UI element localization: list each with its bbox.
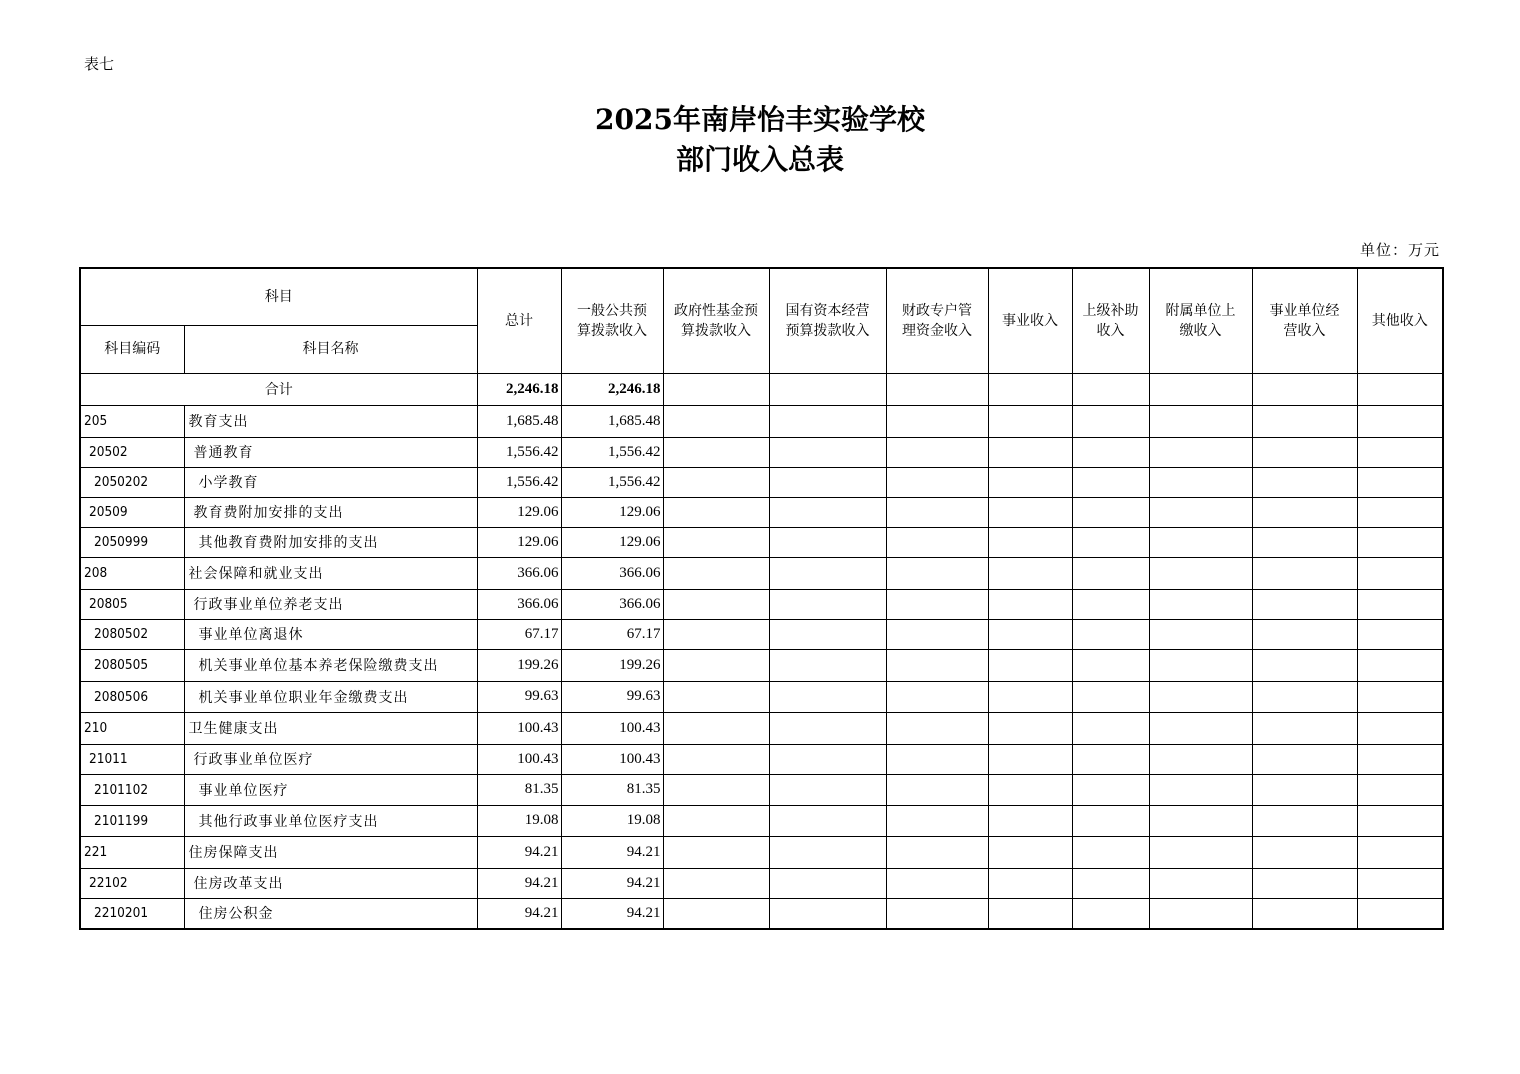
empty-cell	[1357, 589, 1443, 619]
empty-cell	[663, 437, 769, 467]
empty-cell	[1357, 497, 1443, 527]
empty-cell	[1357, 868, 1443, 898]
empty-cell	[1252, 589, 1357, 619]
empty-cell	[1072, 649, 1149, 681]
row-name: 机关事业单位职业年金缴费支出	[184, 681, 477, 712]
row-general-budget: 199.26	[561, 649, 663, 681]
empty-cell	[1149, 405, 1252, 437]
row-general-budget: 94.21	[561, 836, 663, 868]
empty-cell	[663, 898, 769, 929]
row-name: 住房改革支出	[184, 868, 477, 898]
row-general-budget: 94.21	[561, 898, 663, 929]
empty-cell	[1252, 527, 1357, 557]
table-row	[80, 774, 1443, 805]
header-total: 总计	[477, 268, 561, 373]
row-general-budget: 99.63	[561, 681, 663, 712]
empty-cell	[663, 649, 769, 681]
empty-cell	[1252, 649, 1357, 681]
empty-cell	[1149, 774, 1252, 805]
row-name: 住房公积金	[184, 898, 477, 929]
empty-cell	[1252, 681, 1357, 712]
row-total: 1,556.42	[477, 467, 561, 497]
table-row	[80, 649, 1443, 681]
row-name: 教育费附加安排的支出	[184, 497, 477, 527]
empty-cell	[663, 681, 769, 712]
empty-cell	[663, 497, 769, 527]
empty-cell	[663, 836, 769, 868]
empty-cell	[769, 527, 886, 557]
row-total: 366.06	[477, 589, 561, 619]
empty-cell	[663, 589, 769, 619]
row-general-budget: 1,556.42	[561, 467, 663, 497]
row-general-budget: 366.06	[561, 557, 663, 589]
row-name: 事业单位离退休	[184, 619, 477, 649]
empty-cell	[988, 712, 1072, 744]
empty-cell	[1357, 744, 1443, 774]
row-code: 2050202	[80, 467, 184, 497]
empty-cell	[1252, 437, 1357, 467]
empty-cell	[988, 497, 1072, 527]
empty-cell	[769, 868, 886, 898]
empty-cell	[1149, 744, 1252, 774]
empty-cell	[663, 712, 769, 744]
table-row	[80, 405, 1443, 437]
row-total: 19.08	[477, 805, 561, 836]
empty-cell	[988, 467, 1072, 497]
row-code: 22102	[80, 868, 184, 898]
page-subtitle: 部门收入总表	[675, 143, 844, 176]
row-name: 教育支出	[184, 405, 477, 437]
empty-cell	[1357, 898, 1443, 929]
row-name: 其他行政事业单位医疗支出	[184, 805, 477, 836]
empty-cell	[1072, 712, 1149, 744]
row-code: 20509	[80, 497, 184, 527]
empty-cell	[988, 744, 1072, 774]
empty-cell	[769, 467, 886, 497]
row-general-budget: 129.06	[561, 527, 663, 557]
empty-cell	[1072, 557, 1149, 589]
row-general-budget: 129.06	[561, 497, 663, 527]
empty-cell	[1072, 868, 1149, 898]
empty-cell	[1149, 681, 1252, 712]
empty-cell	[769, 557, 886, 589]
empty-cell	[1252, 868, 1357, 898]
empty-cell	[1252, 836, 1357, 868]
empty-cell	[886, 712, 988, 744]
empty-cell	[988, 405, 1072, 437]
empty-cell	[1357, 836, 1443, 868]
row-code: 221	[80, 836, 184, 868]
empty-cell	[769, 898, 886, 929]
empty-cell	[1357, 712, 1443, 744]
empty-cell	[988, 898, 1072, 929]
empty-cell	[1357, 681, 1443, 712]
empty-cell	[1357, 619, 1443, 649]
table-row	[80, 437, 1443, 467]
empty-cell	[1072, 497, 1149, 527]
empty-cell	[886, 467, 988, 497]
header-state-capital: 国有资本经营 预算拨款收入	[769, 268, 886, 373]
empty-cell	[769, 681, 886, 712]
empty-cell	[1252, 497, 1357, 527]
empty-cell	[1357, 774, 1443, 805]
empty-cell	[1252, 898, 1357, 929]
empty-cell	[769, 836, 886, 868]
empty-cell	[769, 649, 886, 681]
row-code: 2080506	[80, 681, 184, 712]
empty-cell	[663, 619, 769, 649]
empty-cell	[886, 589, 988, 619]
empty-cell	[1072, 437, 1149, 467]
row-total: 100.43	[477, 712, 561, 744]
row-general-budget: 19.08	[561, 805, 663, 836]
empty-cell	[988, 589, 1072, 619]
empty-cell	[1357, 467, 1443, 497]
empty-cell	[769, 805, 886, 836]
row-total: 366.06	[477, 557, 561, 589]
header-business-operation: 事业单位经 营收入	[1252, 268, 1357, 373]
row-total: 94.21	[477, 898, 561, 929]
row-general-budget: 1,685.48	[561, 405, 663, 437]
empty-cell	[1072, 467, 1149, 497]
table-row	[80, 497, 1443, 527]
empty-cell	[1072, 836, 1149, 868]
row-name: 社会保障和就业支出	[184, 557, 477, 589]
empty-cell	[769, 405, 886, 437]
empty-cell	[988, 868, 1072, 898]
row-code: 2080505	[80, 649, 184, 681]
empty-cell	[769, 497, 886, 527]
empty-cell	[769, 437, 886, 467]
header-other-income: 其他收入	[1357, 268, 1443, 373]
income-table	[79, 267, 1444, 930]
total-label: 合计	[80, 373, 477, 405]
row-total: 129.06	[477, 527, 561, 557]
table-number: 表七	[84, 55, 115, 73]
empty-cell	[1149, 868, 1252, 898]
empty-cell	[1252, 467, 1357, 497]
empty-cell	[663, 467, 769, 497]
table-row	[80, 527, 1443, 557]
empty-cell	[886, 437, 988, 467]
header-name: 科目名称	[184, 325, 477, 373]
row-name: 事业单位医疗	[184, 774, 477, 805]
row-code: 20502	[80, 437, 184, 467]
empty-cell	[1357, 405, 1443, 437]
empty-cell	[1252, 557, 1357, 589]
table-row	[80, 467, 1443, 497]
table-row	[80, 712, 1443, 744]
empty-cell	[1357, 557, 1443, 589]
empty-cell	[1252, 712, 1357, 744]
header-affiliated-paid: 附属单位上 缴收入	[1149, 268, 1252, 373]
empty-cell	[988, 774, 1072, 805]
row-name: 小学教育	[184, 467, 477, 497]
empty-cell	[1149, 437, 1252, 467]
empty-cell	[663, 805, 769, 836]
empty-cell	[663, 527, 769, 557]
empty-cell	[886, 527, 988, 557]
total-sum: 2,246.18	[477, 373, 561, 405]
empty-cell	[1252, 405, 1357, 437]
row-general-budget: 100.43	[561, 712, 663, 744]
header-superior-subsidy: 上级补助 收入	[1072, 268, 1149, 373]
row-code: 208	[80, 557, 184, 589]
row-total: 129.06	[477, 497, 561, 527]
row-name: 普通教育	[184, 437, 477, 467]
empty-cell	[886, 497, 988, 527]
header-fiscal-special: 财政专户管 理资金收入	[886, 268, 988, 373]
row-code: 2080502	[80, 619, 184, 649]
empty-cell	[1149, 467, 1252, 497]
row-name: 其他教育费附加安排的支出	[184, 527, 477, 557]
row-general-budget: 94.21	[561, 868, 663, 898]
row-code: 2210201	[80, 898, 184, 929]
page-title: 2025年南岸怡丰实验学校	[595, 103, 925, 136]
empty-cell	[988, 619, 1072, 649]
empty-cell	[1149, 649, 1252, 681]
empty-cell	[663, 405, 769, 437]
empty-cell	[1072, 744, 1149, 774]
empty-cell	[988, 557, 1072, 589]
row-name: 机关事业单位基本养老保险缴费支出	[184, 649, 477, 681]
empty-cell	[663, 774, 769, 805]
empty-cell	[1072, 805, 1149, 836]
table-row	[80, 557, 1443, 589]
empty-cell	[663, 868, 769, 898]
empty-cell	[1072, 589, 1149, 619]
row-name: 行政事业单位养老支出	[184, 589, 477, 619]
header-gov-fund: 政府性基金预 算拨款收入	[663, 268, 769, 373]
empty-cell	[1149, 527, 1252, 557]
row-code: 2101199	[80, 805, 184, 836]
header-business-income: 事业收入	[988, 268, 1072, 373]
empty-cell	[1072, 619, 1149, 649]
table-row	[80, 836, 1443, 868]
empty-cell	[988, 805, 1072, 836]
empty-cell	[886, 405, 988, 437]
header-subject: 科目	[80, 268, 477, 325]
empty-cell	[1072, 898, 1149, 929]
empty-cell	[1357, 649, 1443, 681]
empty-cell	[769, 619, 886, 649]
row-code: 205	[80, 405, 184, 437]
header-general-budget: 一般公共预 算拨款收入	[561, 268, 663, 373]
row-total: 99.63	[477, 681, 561, 712]
table-row	[80, 681, 1443, 712]
empty-cell	[886, 836, 988, 868]
table-row	[80, 744, 1443, 774]
empty-cell	[1149, 712, 1252, 744]
empty-cell	[1072, 527, 1149, 557]
empty-cell	[988, 836, 1072, 868]
table-row	[80, 868, 1443, 898]
row-code: 20805	[80, 589, 184, 619]
empty-cell	[1149, 589, 1252, 619]
table-row	[80, 898, 1443, 929]
empty-cell	[1149, 497, 1252, 527]
empty-cell	[886, 868, 988, 898]
total-row	[80, 373, 1443, 405]
row-general-budget: 366.06	[561, 589, 663, 619]
empty-cell	[988, 527, 1072, 557]
empty-cell	[769, 712, 886, 744]
empty-cell	[1149, 557, 1252, 589]
empty-cell	[886, 774, 988, 805]
row-code: 2101102	[80, 774, 184, 805]
row-total: 94.21	[477, 836, 561, 868]
empty-cell	[886, 805, 988, 836]
empty-cell	[1252, 744, 1357, 774]
empty-cell	[1149, 805, 1252, 836]
empty-cell	[1357, 527, 1443, 557]
empty-cell	[886, 681, 988, 712]
header-code: 科目编码	[80, 325, 184, 373]
empty-cell	[1252, 805, 1357, 836]
empty-cell	[769, 774, 886, 805]
empty-cell	[1357, 437, 1443, 467]
row-total: 100.43	[477, 744, 561, 774]
row-total: 1,556.42	[477, 437, 561, 467]
row-name: 住房保障支出	[184, 836, 477, 868]
empty-cell	[886, 744, 988, 774]
empty-cell	[886, 557, 988, 589]
empty-cell	[769, 589, 886, 619]
row-total: 67.17	[477, 619, 561, 649]
row-total: 1,685.48	[477, 405, 561, 437]
total-general-budget: 2,246.18	[561, 373, 663, 405]
row-total: 94.21	[477, 868, 561, 898]
empty-cell	[663, 744, 769, 774]
row-name: 卫生健康支出	[184, 712, 477, 744]
empty-cell	[1149, 898, 1252, 929]
row-total: 81.35	[477, 774, 561, 805]
empty-cell	[886, 619, 988, 649]
empty-cell	[663, 557, 769, 589]
row-general-budget: 100.43	[561, 744, 663, 774]
row-general-budget: 81.35	[561, 774, 663, 805]
table-row	[80, 619, 1443, 649]
table-row	[80, 805, 1443, 836]
unit-label: 单位：万元	[1359, 241, 1440, 259]
empty-cell	[1072, 774, 1149, 805]
row-general-budget: 67.17	[561, 619, 663, 649]
empty-cell	[988, 437, 1072, 467]
row-code: 21011	[80, 744, 184, 774]
empty-cell	[886, 649, 988, 681]
empty-cell	[1149, 836, 1252, 868]
empty-cell	[1072, 405, 1149, 437]
row-code: 2050999	[80, 527, 184, 557]
empty-cell	[886, 898, 988, 929]
row-name: 行政事业单位医疗	[184, 744, 477, 774]
empty-cell	[769, 744, 886, 774]
table-row	[80, 589, 1443, 619]
empty-cell	[1252, 619, 1357, 649]
row-general-budget: 1,556.42	[561, 437, 663, 467]
empty-cell	[1149, 619, 1252, 649]
empty-cell	[988, 681, 1072, 712]
empty-cell	[1357, 805, 1443, 836]
row-code: 210	[80, 712, 184, 744]
empty-cell	[1252, 774, 1357, 805]
row-total: 199.26	[477, 649, 561, 681]
empty-cell	[1072, 681, 1149, 712]
empty-cell	[988, 649, 1072, 681]
